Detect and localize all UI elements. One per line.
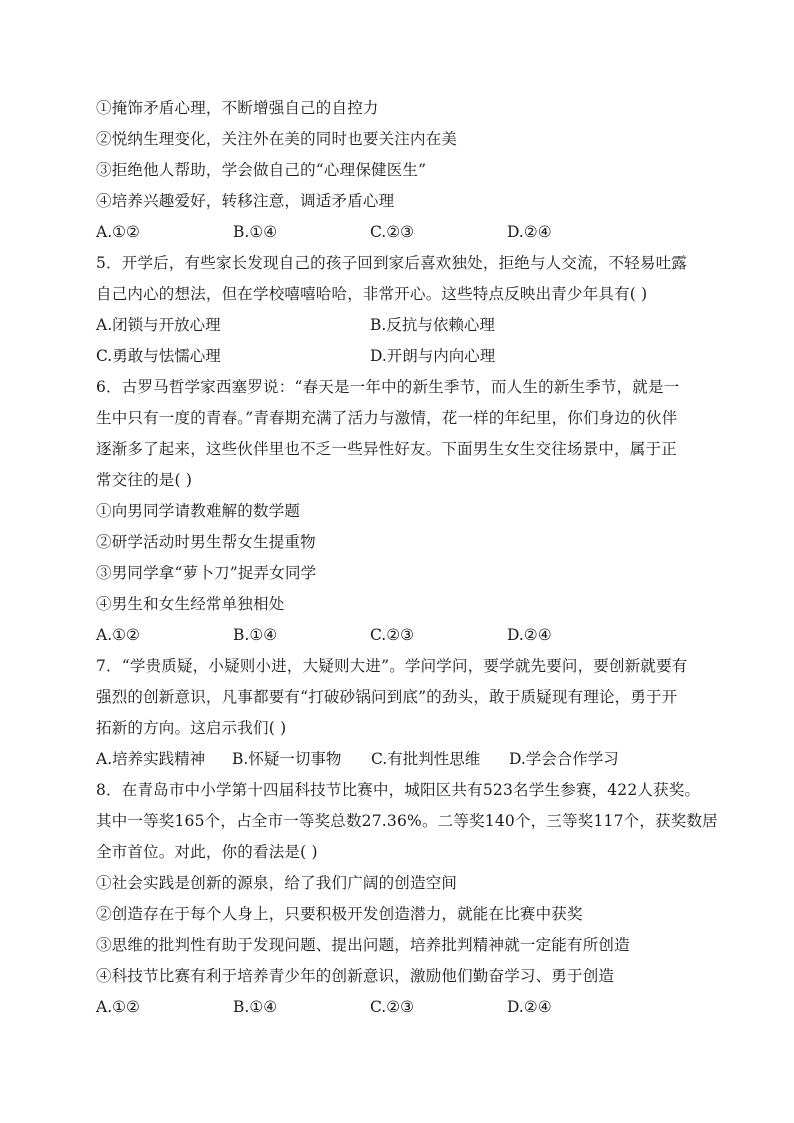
question-8-items bbox=[96, 868, 706, 992]
q6-stem-line-3: 逐渐多了起来，这些伙伴里也不乏一些异性好友。下面男生女生交往场景中，属于正 bbox=[96, 440, 677, 458]
q5-options-row-1 bbox=[96, 310, 706, 341]
q7-option-a: A.培养实践精神 bbox=[96, 750, 206, 768]
q8-option-a: A.①② bbox=[96, 998, 140, 1016]
q7-stem-line-3: 拓新的方向。这启示我们( ) bbox=[96, 719, 287, 737]
q8-options bbox=[96, 992, 706, 1023]
q6-stem-line-4: 常交往的是( ) bbox=[96, 471, 193, 489]
q4-item-3: ③拒绝他人帮助，学会做自己的“心理保健医生” bbox=[96, 161, 427, 179]
q8-option-b: B.①④ bbox=[233, 998, 278, 1016]
q5-option-d: D.开朗与内向心理 bbox=[370, 347, 496, 365]
q4-option-c: C.②③ bbox=[370, 223, 415, 241]
q6-options bbox=[96, 620, 706, 651]
q5-stem-line-1: 5．开学后，有些家长发现自己的孩子回到家后喜欢独处，拒绝与人交流，不轻易吐露 bbox=[96, 254, 687, 272]
q5-options-row-2 bbox=[96, 341, 706, 372]
q6-stem-line-1: 6．古罗马哲学家西塞罗说：“春天是一年中的新生季节，而人生的新生季节，就是一 bbox=[96, 378, 680, 396]
q5-option-a: A.闭锁与开放心理 bbox=[96, 316, 221, 334]
q6-option-a: A.①② bbox=[96, 626, 140, 644]
q7-options bbox=[96, 744, 706, 775]
q8-item-4: ④科技节比赛有利于培养青少年的创新意识，激励他们勤奋学习、勇于创造 bbox=[96, 967, 615, 985]
q4-item-4: ④培养兴趣爱好，转移注意，调适矛盾心理 bbox=[96, 192, 395, 210]
q4-option-b: B.①④ bbox=[233, 223, 278, 241]
q4-item-1: ①掩饰矛盾心理，不断增强自己的自控力 bbox=[96, 99, 379, 117]
q6-option-d: D.②④ bbox=[507, 626, 552, 644]
q6-option-b: B.①④ bbox=[233, 626, 278, 644]
q4-option-d: D.②④ bbox=[507, 223, 552, 241]
q7-option-b: B.怀疑一切事物 bbox=[232, 750, 342, 768]
q7-stem-line-2: 强烈的创新意识，凡事都要有“打破砂锅问到底”的劲头，敢于质疑现有理论，勇于开 bbox=[96, 688, 678, 706]
q8-option-d: D.②④ bbox=[507, 998, 552, 1016]
q6-item-2: ②研学活动时男生帮女生提重物 bbox=[96, 533, 316, 551]
q5-stem-line-2: 自己内心的想法，但在学校嘻嘻哈哈，非常开心。这些特点反映出青少年具有( ) bbox=[96, 285, 648, 303]
q7-stem-line-1: 7．“学贵质疑，小疑则小进，大疑则大进”。学问学问，要学就先要问，要创新就要有 bbox=[96, 657, 688, 675]
q6-item-1: ①向男同学请教难解的数学题 bbox=[96, 502, 301, 520]
q7-option-d: D.学会合作学习 bbox=[509, 750, 619, 768]
q7-option-c: C.有批判性思维 bbox=[371, 750, 481, 768]
q4-item-2: ②悦纳生理变化，关注外在美的同时也要关注内在美 bbox=[96, 130, 458, 148]
q8-item-3: ③思维的批判性有助于发现问题、提出问题，培养批判精神就一定能有所创造 bbox=[96, 936, 630, 954]
q5-option-b: B.反抗与依赖心理 bbox=[370, 316, 495, 334]
q5-option-c: C.勇敢与怯懦心理 bbox=[96, 347, 221, 365]
q8-item-2: ②创造存在于每个人身上，只要积极开发创造潜力，就能在比赛中获奖 bbox=[96, 905, 583, 923]
question-4-items bbox=[96, 93, 706, 217]
q4-options bbox=[96, 217, 706, 248]
q8-stem-line-3: 全市首位。对此，你的看法是( ) bbox=[96, 843, 318, 861]
q8-option-c: C.②③ bbox=[370, 998, 415, 1016]
q4-option-a: A.①② bbox=[96, 223, 140, 241]
exam-page bbox=[96, 93, 718, 1023]
q6-item-3: ③男同学拿“萝卜刀”捉弄女同学 bbox=[96, 564, 317, 582]
question-5-stem bbox=[96, 248, 706, 310]
question-8-stem bbox=[96, 775, 718, 868]
q6-item-4: ④男生和女生经常单独相处 bbox=[96, 595, 285, 613]
q6-stem-line-2: 生中只有一度的青春。”青春期充满了活力与激情，花一样的年纪里，你们身边的伙伴 bbox=[96, 409, 678, 427]
question-7-stem bbox=[96, 651, 706, 744]
q8-stem-line-2: 其中一等奖165个，占全市一等奖总数27.36%。二等奖140个，三等奖117个，获奖数居 bbox=[96, 812, 718, 830]
q8-stem-line-1: 8．在青岛市中小学第十四届科技节比赛中，城阳区共有523名学生参赛，422人获奖。 bbox=[96, 781, 701, 799]
q8-item-1: ①社会实践是创新的源泉，给了我们广阔的创造空间 bbox=[96, 874, 458, 892]
question-6-items bbox=[96, 496, 706, 620]
q6-option-c: C.②③ bbox=[370, 626, 415, 644]
question-6-stem bbox=[96, 372, 706, 496]
